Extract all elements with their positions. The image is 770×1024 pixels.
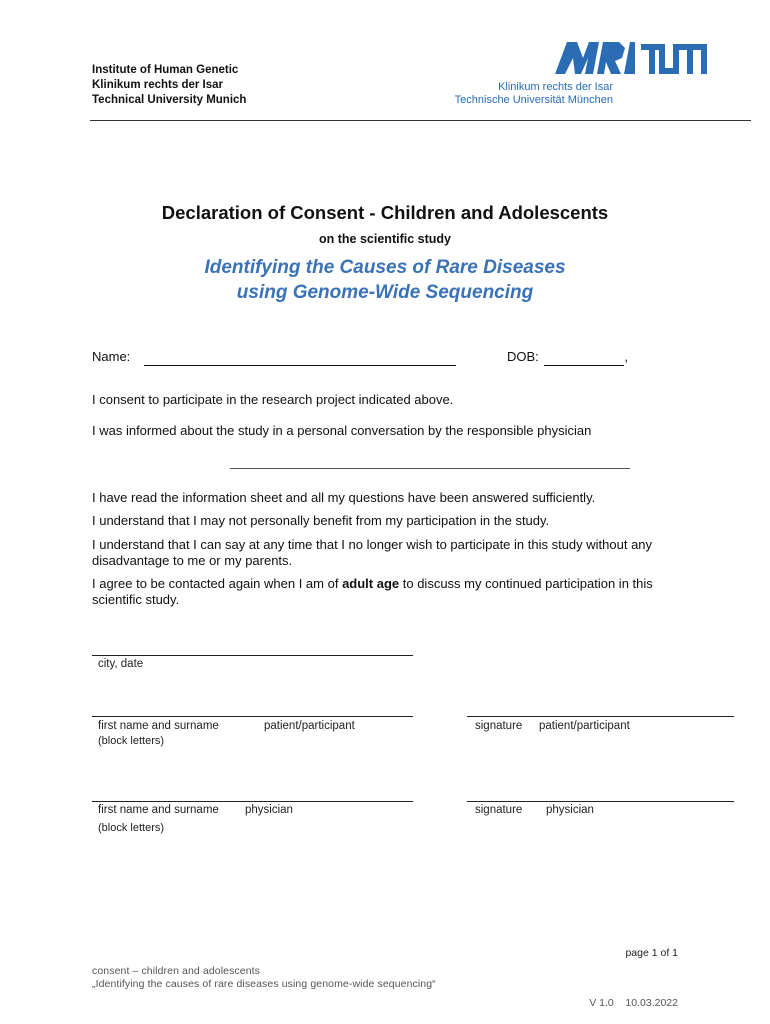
statement-withdraw: I understand that I can say at any time that I no longer wish to participate in this study without any disadvantage to me or my parents. (92, 537, 653, 568)
dob-field[interactable] (544, 349, 624, 366)
svg-text:MRI: MRI (553, 42, 555, 43)
logo-block (448, 42, 708, 112)
patient-signature-role: patient/participant (539, 720, 630, 732)
logo-caption-line-1: Klinikum rechts der Isar (498, 81, 613, 93)
physician-name-sign-line[interactable] (92, 801, 413, 802)
patient-role-caption: patient/participant (264, 720, 355, 732)
document-title: Declaration of Consent - Children and Adolescents (161, 202, 609, 223)
institute-line-2: Klinikum rechts der Isar (92, 79, 224, 91)
city-date-caption: city, date (98, 658, 144, 670)
header-divider (90, 120, 751, 121)
patient-signature-line[interactable] (467, 716, 734, 717)
institute-line-3: Technical University Munich (92, 94, 247, 106)
page-number: page 1 of 1 (625, 947, 678, 959)
name-label: Name: (92, 349, 131, 364)
institute-address (92, 63, 246, 108)
contact-text-start: I agree to be contacted again when I am of (92, 576, 343, 591)
physician-signature-caption: signature (475, 804, 523, 816)
block-letters-caption: (block letters) (98, 735, 165, 747)
footer-line-2: „Identifying the causes of rare diseases using genome-wide sequencing“ (92, 978, 436, 990)
logo-caption-line-2: Technische Universität München (454, 94, 613, 106)
statement-read: I have read the information sheet and all my questions have been answered sufficiently. (92, 490, 596, 505)
logo-caption (455, 81, 613, 107)
signature-caption: signature (475, 720, 523, 732)
name-field[interactable] (144, 349, 456, 366)
statement-contact (92, 576, 692, 608)
version-date: V 1.0 10.03.2022 (589, 997, 678, 1009)
dob-suffix: , (624, 349, 629, 364)
patient-name-caption: first name and surname (98, 720, 219, 732)
physician-name-line[interactable] (230, 468, 630, 469)
name-dob-row (92, 349, 652, 366)
study-title (0, 255, 770, 305)
study-title-line-1: Identifying the Causes of Rare Diseases (204, 257, 566, 278)
dob-group (507, 349, 628, 366)
physician-signature-role: physician (546, 804, 594, 816)
physician-block-letters-caption: (block letters) (98, 822, 165, 834)
city-date-line[interactable] (92, 655, 413, 656)
physician-role-caption: physician (245, 804, 293, 816)
physician-name-caption: first name and surname (98, 804, 219, 816)
statement-consent: I consent to participate in the research project indicated above. (92, 392, 454, 407)
mri-logo (553, 42, 635, 74)
document-subtitle: on the scientific study (319, 232, 451, 246)
institute-line-1: Institute of Human Genetic (92, 64, 239, 76)
study-title-line-2: using Genome-Wide Sequencing (236, 282, 534, 303)
contact-text-bold: adult age (342, 576, 400, 591)
physician-signature-line[interactable] (467, 801, 734, 802)
contact-text-end: to discuss my continued participation in this scientific study. (92, 576, 653, 607)
statement-informed: I was informed about the study in a personal conversation by the responsible physician (92, 423, 592, 438)
tum-logo (641, 44, 707, 74)
footer-document-info (92, 965, 436, 991)
dob-label: DOB: (507, 349, 539, 364)
patient-name-line[interactable] (92, 716, 413, 717)
statement-no-benefit: I understand that I may not personally benefit from my participation in the study. (92, 513, 550, 528)
footer-line-1: consent – children and adolescents (92, 965, 261, 977)
